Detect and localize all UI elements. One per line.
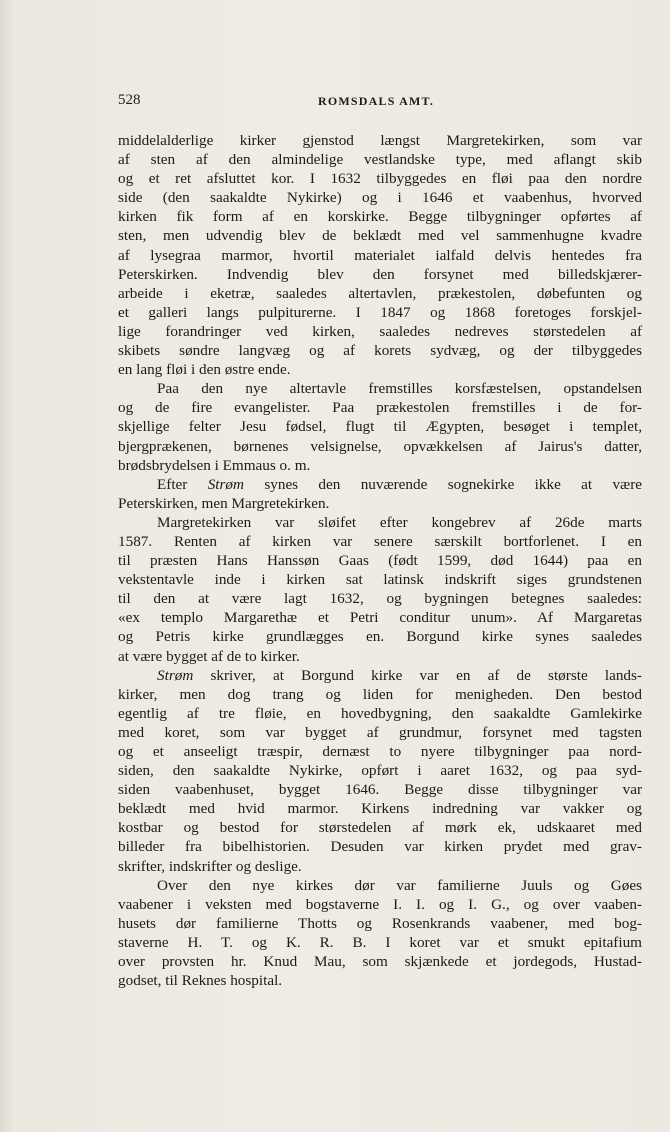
text-line: 1587. Renten af kirken var senere særskilt bortforlenet. I en <box>118 532 642 550</box>
text-line: skrifter, indskrifter og deslige. <box>118 857 302 875</box>
text-line: Peterskirken. Indvendig blev den forsynet med billedskjærer- <box>118 265 642 283</box>
running-title: ROMSDALS AMT. <box>318 94 435 108</box>
text-line: af lysegraa marmor, hvortil materialet ialfald delvis hentedes fra <box>118 246 642 264</box>
text-line: Strøm skriver, at Borgund kirke var en af de største lands- <box>157 666 642 684</box>
text-line: «ex templo Margarethæ et Petri conditur unum». Af Margaretas <box>118 609 642 627</box>
page-number: 528 <box>118 92 141 108</box>
text-line: at være bygget af de to kirker. <box>118 647 300 665</box>
text-line: siden, den saakaldte Nykirke, opført i aaret 1632, og paa syd- <box>118 762 642 780</box>
text-line: en lang fløi i den østre ende. <box>118 361 291 379</box>
text-line: til den at være lagt 1632, og bygningen betegnes saaledes: <box>118 590 642 608</box>
text-line: kostbar og bestod for størstedelen af mørk ek, udskaaret med <box>118 819 642 837</box>
text-line: husets dør familierne Thotts og Rosenkrands vaabener, med bog- <box>118 914 642 932</box>
text-line: og et anseeligt træspir, dernæst to nyere tilbygninger paa nord- <box>118 743 642 760</box>
text-line: skjellige felter Jesu fødsel, flugt til Ægypten, besøget i templet, <box>118 418 642 436</box>
paragraph <box>118 876 642 991</box>
paragraph <box>118 475 642 513</box>
text-line: Peterskirken, men Margretekirken. <box>118 494 330 512</box>
text-line: staverne H. T. og K. R. B. I koret var et smukt epitafium <box>118 933 642 951</box>
text-line: og Petris kirke grundlægges en. Borgund kirke synes saaledes <box>118 628 642 646</box>
text-line: side (den saakaldte Nykirke) og i 1646 et vaabenhus, hvorved <box>118 189 642 207</box>
text-line: til præsten Hans Hanssøn Gaas (født 1599, død 1644) paa en <box>118 552 642 570</box>
text-line: arbeide i eketræ, saaledes altertavlen, prækestolen, døbefunten og <box>118 284 642 302</box>
text-line: Over den nye kirkes dør var familierne Juuls og Gøes <box>157 876 642 894</box>
paragraph <box>118 513 642 666</box>
text-line: kirken fik form af en korskirke. Begge tilbygninger opførtes af <box>118 208 642 226</box>
paragraph <box>118 666 642 876</box>
text-line: Efter Strøm synes den nuværende sognekirke ikke at være <box>157 475 642 493</box>
text-line: beklædt med hvid marmor. Kirkens indredning var vakker og <box>118 800 642 818</box>
text-line: vaabener i veksten med bogstaverne I. I. og I. G., og over vaaben- <box>118 895 642 913</box>
text-line: siden vaabenhuset, bygget 1646. Begge disse tilbygninger var <box>118 781 642 799</box>
text-line: vekstentavle inde i kirken sat latinsk indskrift siges grundstenen <box>118 571 642 589</box>
page-header <box>118 92 642 112</box>
text-line: billeder fra bibelhistorien. Desuden var kirken prydet med grav- <box>118 838 642 856</box>
text-line: over provsten hr. Knud Mau, som skjænkede et jordegods, Hustad- <box>118 953 642 971</box>
text-line: Margretekirken var sløifet efter kongebrev af 26de marts <box>157 513 642 531</box>
text-line: et galleri langs pulpiturerne. I 1847 og 1868 foretoges forskjel- <box>118 303 642 321</box>
text-line: lige forandringer ved kirken, saaledes nedreves størstedelen af <box>118 322 642 340</box>
text-line: skibets søndre langvæg og af korets sydvæg, og der tilbyggedes <box>118 342 642 360</box>
text-line: sten, men udvendig blev de beklædt med vel sammenhugne kvadre <box>118 227 642 245</box>
text-line: af sten af den almindelige vestlandske type, med aflangt skib <box>118 151 642 169</box>
text-line: og de fire evangelister. Paa prækestolen fremstilles i de for- <box>118 399 642 417</box>
text-line: Paa den nye altertavle fremstilles korsfæstelsen, opstandelsen <box>157 380 642 398</box>
text-line: kirker, men dog trang og liden for menigheden. Den bestod <box>118 685 642 703</box>
paragraph <box>118 131 642 379</box>
text-line: godset, til Reknes hospital. <box>118 972 283 990</box>
text-line: brødsbrydelsen i Emmaus o. m. <box>118 456 311 474</box>
body-text <box>118 131 642 990</box>
paragraph <box>118 379 642 474</box>
text-line: med koret, som var bygget af grundmur, forsynet med tagsten <box>118 723 642 741</box>
text-line: bjergprækenen, børnenes velsignelse, opvækkelsen af Jairus's datter, <box>118 437 642 455</box>
text-line: og et ret afsluttet kor. I 1632 tilbyggedes en fløi paa den nordre <box>118 170 642 188</box>
text-line: middelalderlige kirker gjenstod længst Margretekirken, som var <box>118 132 642 149</box>
text-line: egentlig af tre fløie, en hovedbygning, den saakaldte Gamlekirke <box>118 704 642 722</box>
